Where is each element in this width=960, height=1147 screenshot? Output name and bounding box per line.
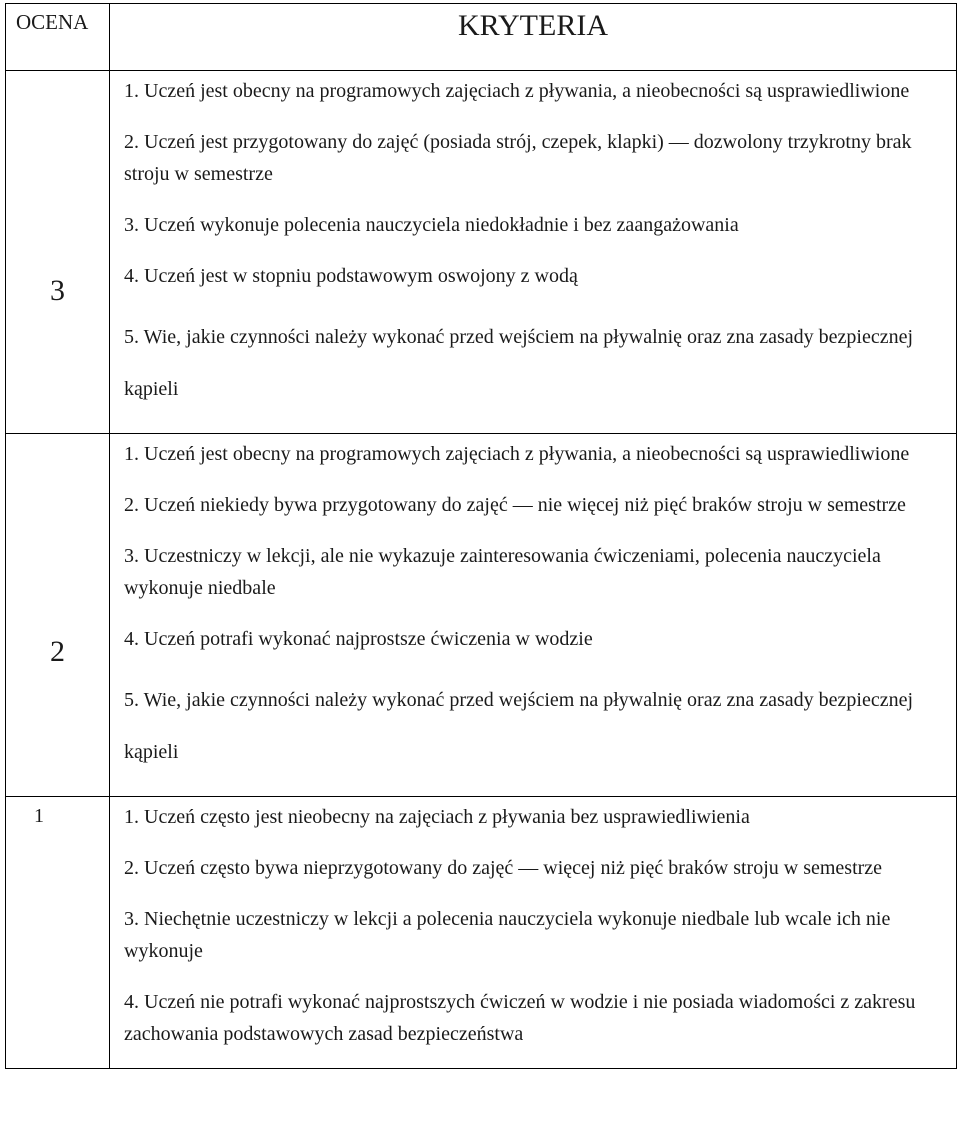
criterion-item: 3. Uczestniczy w lekcji, ale nie wykazuje zainteresowania ćwiczeniami, polecenia nauczyciela wykonuje niedbale bbox=[124, 545, 881, 599]
criterion-item: 5. Wie, jakie czynności należy wykonać przed wejściem na pływalnię oraz zna zasady bezpiecznej kąpieli bbox=[124, 326, 914, 400]
criterion-item: 1. Uczeń często jest nieobecny na zajęciach z pływania bez usprawiedliwienia bbox=[124, 806, 750, 828]
criterion-item: 4. Uczeń nie potrafi wykonać najprostszych ćwiczeń w wodzie i nie posiada wiadomości z zakresu zachowania podstawowych zasad bezpieczeństwa bbox=[124, 991, 916, 1045]
criterion-item: 4. Uczeń potrafi wykonać najprostsze ćwiczenia w wodzie bbox=[124, 628, 593, 650]
grade-row-2 bbox=[6, 434, 957, 797]
grading-criteria-table bbox=[5, 3, 957, 1069]
grade-column-header: OCENA bbox=[6, 4, 110, 71]
grade-row-3 bbox=[6, 71, 957, 434]
grade-value: 3 bbox=[6, 71, 110, 434]
grade-value: 1 bbox=[6, 797, 110, 1069]
criteria-list bbox=[110, 797, 957, 1069]
criterion-item: 1. Uczeń jest obecny na programowych zajęciach z pływania, a nieobecności są usprawiedliwione bbox=[124, 80, 910, 102]
criteria-column-header: KRYTERIA bbox=[110, 4, 957, 71]
criterion-item: 1. Uczeń jest obecny na programowych zajęciach z pływania, a nieobecności są usprawiedliwione bbox=[124, 443, 910, 465]
criterion-item: 5. Wie, jakie czynności należy wykonać przed wejściem na pływalnię oraz zna zasady bezpiecznej kąpieli bbox=[124, 689, 914, 763]
criterion-item: 2. Uczeń jest przygotowany do zajęć (posiada strój, czepek, klapki) — dozwolony trzykrotny brak stroju w semestrze bbox=[124, 131, 912, 185]
table-header-row bbox=[6, 4, 957, 71]
criterion-item: 3. Niechętnie uczestniczy w lekcji a polecenia nauczyciela wykonuje niedbale lub wcale ich nie wykonuje bbox=[124, 908, 891, 962]
criterion-item: 2. Uczeń często bywa nieprzygotowany do zajęć — więcej niż pięć braków stroju w semestrze bbox=[124, 857, 883, 879]
criterion-item: 2. Uczeń niekiedy bywa przygotowany do zajęć — nie więcej niż pięć braków stroju w semestrze bbox=[124, 494, 906, 516]
criteria-list bbox=[110, 71, 957, 434]
grade-row-1 bbox=[6, 797, 957, 1069]
criteria-list bbox=[110, 434, 957, 797]
criterion-item: 3. Uczeń wykonuje polecenia nauczyciela niedokładnie i bez zaangażowania bbox=[124, 214, 739, 236]
criterion-item: 4. Uczeń jest w stopniu podstawowym oswojony z wodą bbox=[124, 265, 578, 287]
grade-value: 2 bbox=[6, 434, 110, 797]
